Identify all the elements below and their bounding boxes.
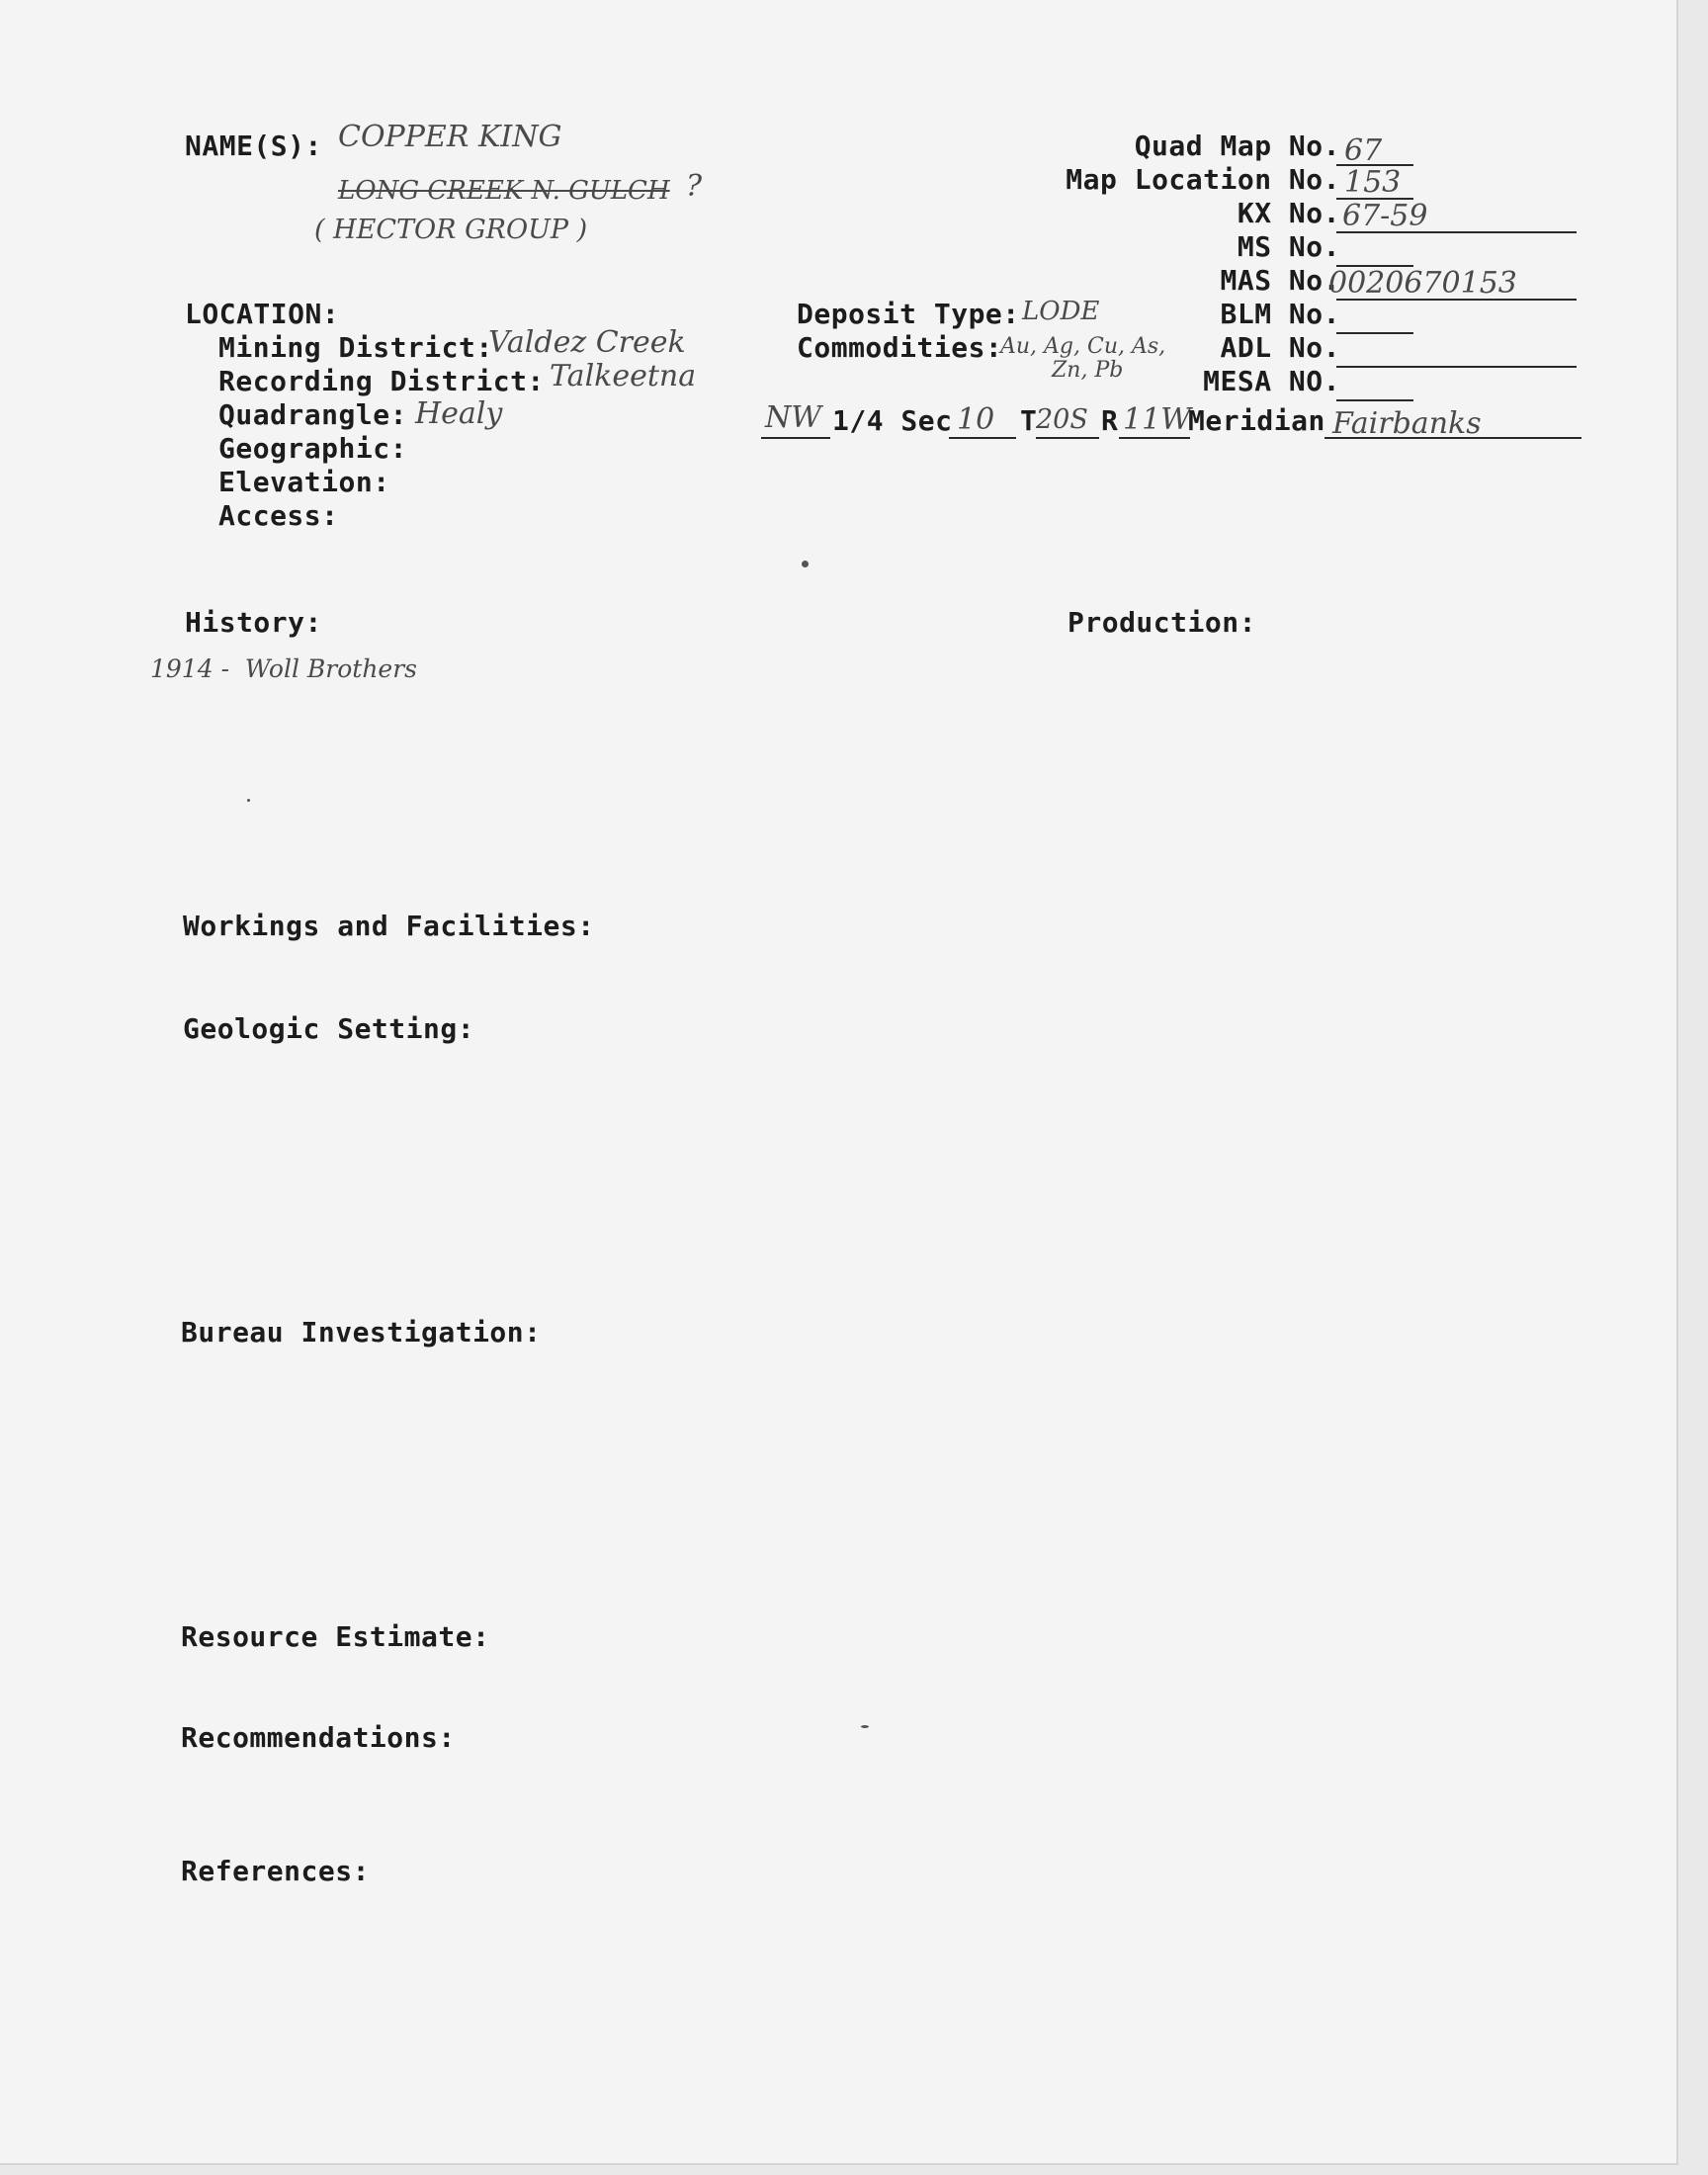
workings-label: Workings and Facilities: [183,910,595,942]
quad-map-value: 67 [1344,133,1383,168]
paper-speck [802,561,809,567]
adl-label: ADL No. [1220,331,1340,364]
quadrangle-label: Quadrangle: [218,398,407,431]
commodities-value-line2: Zn, Pb [1052,358,1124,383]
kx-value: 67-59 [1342,199,1428,233]
elevation-label: Elevation: [218,466,390,498]
bureau-label: Bureau Investigation: [181,1316,542,1348]
township-label: T [1020,404,1038,437]
name-primary: COPPER KING [338,120,562,154]
geologic-label: Geologic Setting: [183,1012,475,1045]
history-entry: 1914 - Woll Brothers [150,654,417,683]
adl-line [1336,366,1577,368]
quarter-line [761,437,830,439]
name-question-mark: ? [686,169,703,204]
range-label: R [1101,404,1119,437]
history-label: History: [185,606,322,639]
range-value: 11W [1123,402,1192,437]
deposit-type-label: Deposit Type: [797,298,1020,330]
name-struck: LONG CREEK N. GULCH [338,176,670,206]
mesa-label: MESA NO. [1203,365,1340,397]
commodities-value-line1: Au, Ag, Cu, As, [1000,334,1166,359]
resource-label: Resource Estimate: [181,1620,490,1653]
recording-district-label: Recording District: [218,365,545,397]
recommendations-label: Recommendations: [181,1721,456,1754]
access-label: Access: [218,499,339,532]
map-location-label: Map Location No. [1066,163,1340,196]
recording-district-value: Talkeetna [550,359,697,393]
commodities-label: Commodities: [797,331,1003,364]
section-line [949,437,1016,439]
meridian-label: Meridian [1188,404,1325,437]
mas-label: MAS No. [1220,264,1340,297]
mining-district-value: Valdez Creek [488,325,686,360]
ms-label: MS No. [1237,230,1340,263]
geographic-label: Geographic: [218,432,407,465]
production-label: Production: [1068,606,1256,639]
blm-line [1336,332,1413,334]
mining-district-label: Mining District: [218,331,493,364]
references-label: References: [181,1855,370,1887]
mas-value: 0020670153 [1328,266,1517,301]
section-value: 10 [957,402,995,437]
quadrangle-value: Healy [415,396,503,431]
name-group: ( HECTOR GROUP ) [314,215,588,245]
quad-map-label: Quad Map No. [1134,130,1340,162]
blm-label: BLM No. [1220,298,1340,330]
township-line [1036,437,1099,439]
range-line [1119,437,1190,439]
deposit-type-value: LODE [1022,297,1100,326]
kx-label: KX No. [1237,197,1340,229]
names-label: NAME(S): [185,130,322,162]
township-value: 20S [1036,404,1088,435]
map-location-value: 153 [1344,165,1402,200]
quarter-value: NW [765,400,822,435]
mesa-line [1336,399,1413,401]
paper-speck [861,1725,869,1728]
paper-speck [247,799,250,802]
meridian-value: Fairbanks [1332,406,1482,441]
location-label: LOCATION: [185,298,340,330]
quarter-label: 1/4 Sec [832,404,953,437]
